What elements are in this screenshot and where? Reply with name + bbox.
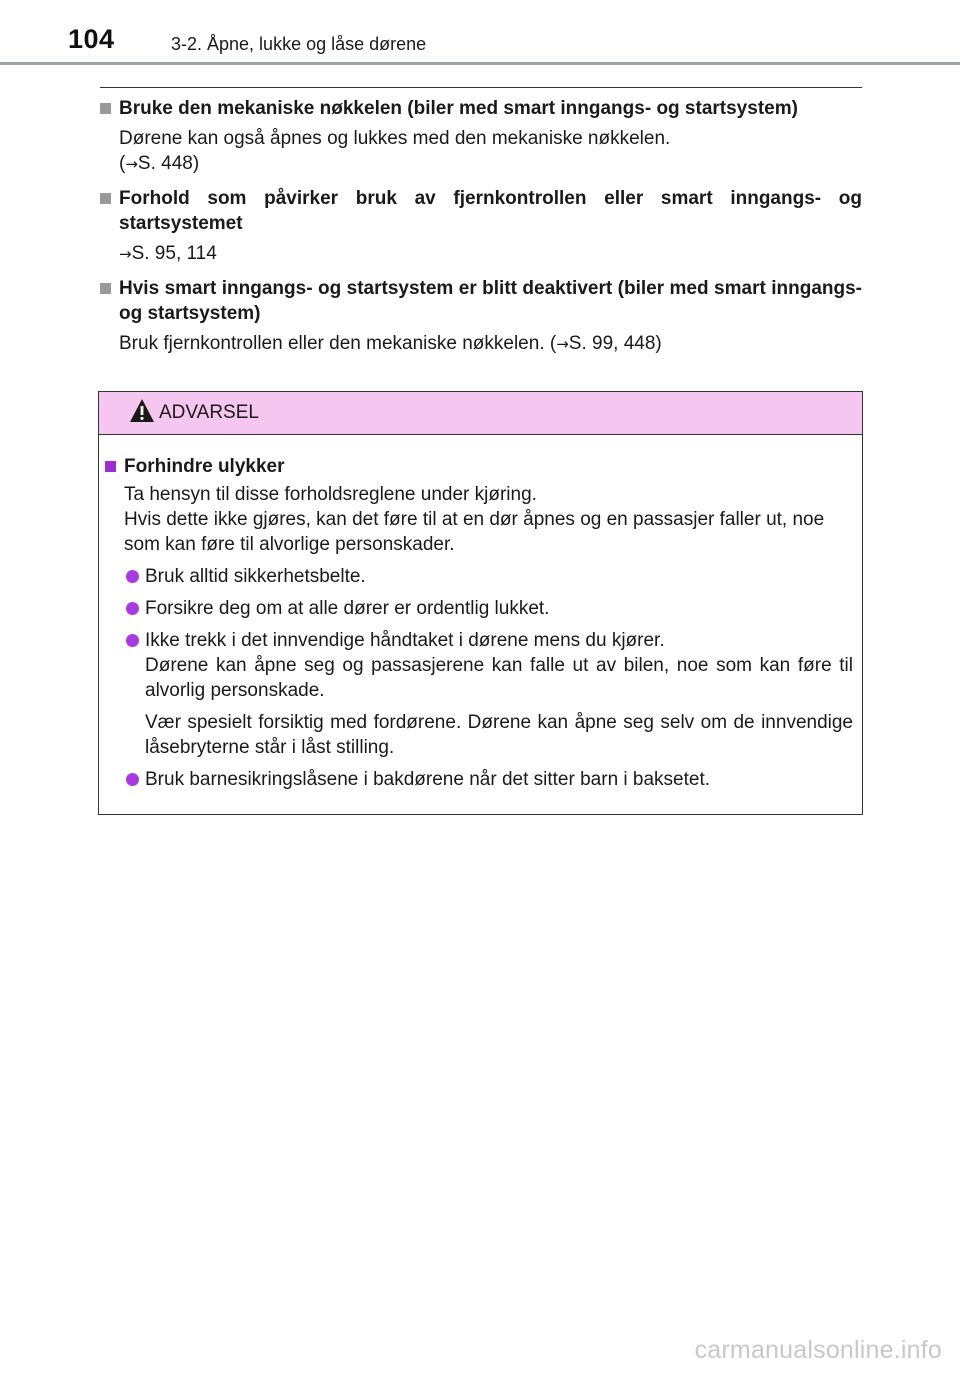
paren-open: ( xyxy=(119,153,126,174)
page-number: 104 xyxy=(68,24,115,54)
item-body-line: Dørene kan også åpnes og lukkes med den mekaniske nøkkelen. xyxy=(119,128,671,149)
warning-bullet xyxy=(126,564,853,589)
section-title: 3-2. Åpne, lukke og låse dørene xyxy=(171,34,427,54)
page-reference: S. 95, 114 xyxy=(131,243,217,264)
warning-intro-line: Hvis dette ikke gjøres, kan det føre til at en dør åpnes og en passasjer faller ut, noe som kan føre til alvorlige personskader. xyxy=(124,509,825,555)
content xyxy=(100,96,862,366)
item-heading xyxy=(100,96,862,121)
item-system-deactivated xyxy=(100,276,862,357)
item-heading-text: Hvis smart inngangs- og startsystem er blitt deaktivert (biler med smart inngangs- og startsystem) xyxy=(119,278,862,324)
arrow-right-icon: → xyxy=(556,335,569,353)
item-heading xyxy=(100,276,862,326)
warning-extra-paragraph: Vær spesielt forsiktig med fordørene. Dørene kan åpne seg selv om de innvendige låsebryterne står i låst stilling. xyxy=(145,712,853,758)
warning-bullet xyxy=(126,767,853,792)
item-heading xyxy=(100,186,862,236)
item-body-reference xyxy=(119,331,862,357)
warning-bullet-text xyxy=(145,628,853,703)
page-reference: S. 99, 448) xyxy=(568,333,662,354)
item-body xyxy=(119,331,862,357)
item-body xyxy=(119,126,862,177)
square-bullet-icon xyxy=(100,103,111,114)
item-body-reference xyxy=(119,151,862,177)
arrow-right-icon: → xyxy=(119,245,132,263)
bullet-dot-icon xyxy=(126,773,139,786)
square-bullet-icon xyxy=(100,283,111,294)
item-body xyxy=(119,241,862,267)
item-body-text: Bruk fjernkontrollen eller den mekaniske nøkkelen. ( xyxy=(119,333,557,354)
page-reference: S. 448) xyxy=(137,153,200,174)
bullet-dot-icon xyxy=(126,602,139,615)
bullet-dot-icon xyxy=(126,570,139,583)
item-mechanical-key xyxy=(100,96,862,177)
bullet-dot-icon xyxy=(126,634,139,647)
warning-bullet-text: Forsikre deg om at alle dører er ordentlig lukket. xyxy=(145,598,550,619)
arrow-right-icon: → xyxy=(125,155,138,173)
warning-bullet-line: Ikke trekk i det innvendige håndtaket i dørene mens du kjører. xyxy=(145,630,665,651)
warning-heading xyxy=(105,454,862,479)
item-heading-text: Bruke den mekaniske nøkkelen (biler med smart inngangs- og startsystem) xyxy=(119,98,798,119)
page-header xyxy=(0,0,960,66)
warning-triangle-icon xyxy=(129,398,155,424)
warning-label: ADVARSEL xyxy=(159,402,259,423)
warning-bullet-line: Dørene kan åpne seg og passasjerene kan falle ut av bilen, noe som kan føre til alvorlig personskade. xyxy=(145,655,853,701)
warning-heading-text: Forhindre ulykker xyxy=(124,456,285,477)
square-bullet-icon xyxy=(105,461,116,472)
warning-bullet xyxy=(126,596,853,621)
item-remote-conditions xyxy=(100,186,862,267)
watermark: carmanualsonline.info xyxy=(694,1336,942,1364)
item-body-reference xyxy=(119,241,862,267)
warning-header xyxy=(99,392,862,435)
warning-body xyxy=(99,435,862,814)
warning-intro xyxy=(124,482,852,557)
warning-bullet-text: Bruk barnesikringslåsene i bakdørene når det sitter barn i baksetet. xyxy=(145,769,711,790)
warning-bullet-text: Bruk alltid sikkerhetsbelte. xyxy=(145,566,366,587)
warning-box xyxy=(98,391,863,815)
warning-intro-line: Ta hensyn til disse forholdsreglene under kjøring. xyxy=(124,484,537,505)
item-heading-text: Forhold som påvirker bruk av fjernkontrollen eller smart inngangs- og startsystemet xyxy=(119,188,862,234)
content-top-rule xyxy=(100,87,862,88)
header-rule xyxy=(0,62,960,65)
warning-bullet xyxy=(126,628,853,703)
square-bullet-icon xyxy=(100,193,111,204)
